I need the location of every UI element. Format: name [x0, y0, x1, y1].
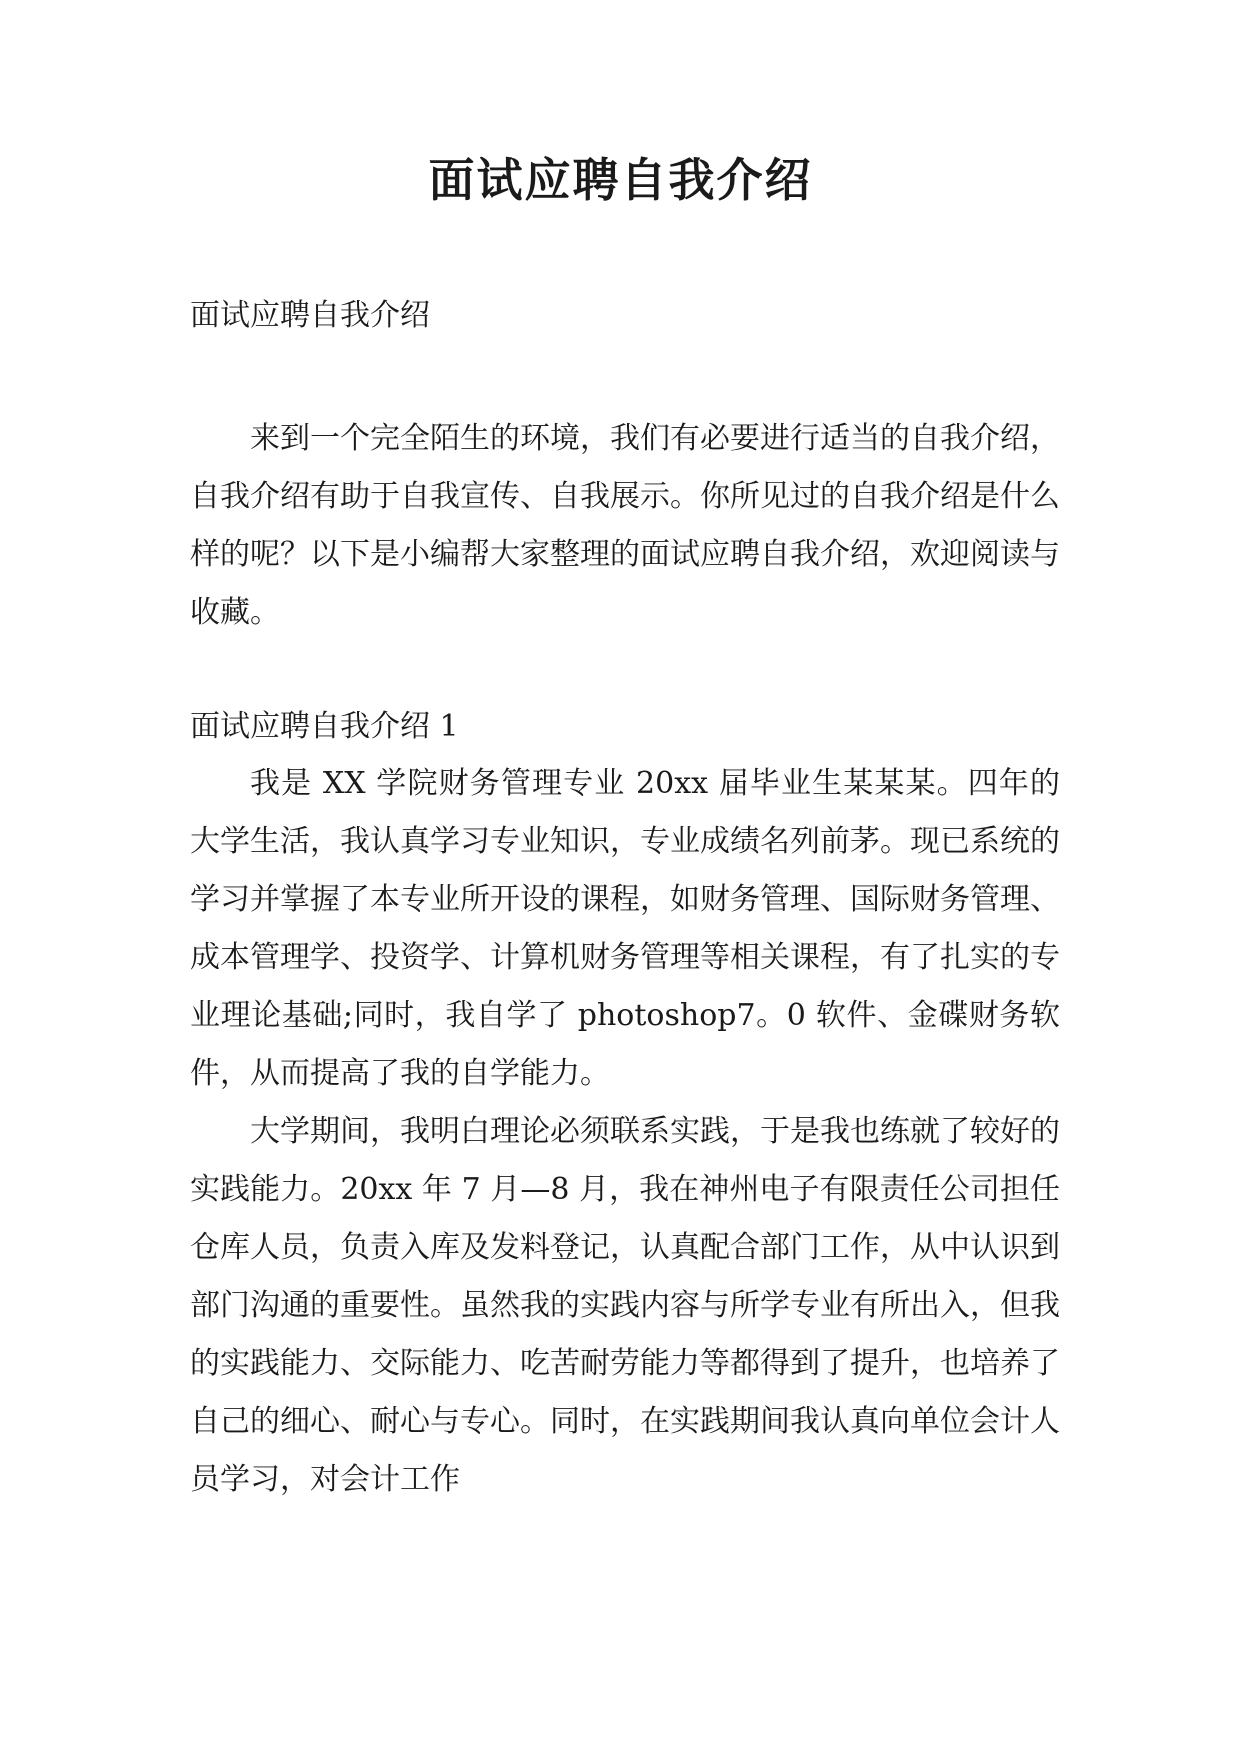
section-body — [190, 755, 1060, 1509]
body-paragraph-2: 大学期间，我明白理论必须联系实践，于是我也练就了较好的实践能力。20xx 年 7 月—8 月，我在神州电子有限责任公司担任仓库人员，负责入库及发料登记，认真配合部门工作，从中认识到部门沟通的重要性。虽然我的实践内容与所学专业有所出入，但我的实践能力、交际能力、吃苦耐劳能力等都得到了提升，也培养了自己的细心、耐心与专心。同时，在实践期间我认真向单位会计人员学习，对会计工作 — [190, 1114, 1060, 1497]
document-title: 面试应聘自我介绍 — [428, 153, 813, 207]
intro-paragraph: 来到一个完全陌生的环境，我们有必要进行适当的自我介绍，自我介绍有助于自我宣传、自我展示。你所见过的自我介绍是什么样的呢？以下是小编帮大家整理的面试应聘自我介绍，欢迎阅读与收藏。 — [190, 421, 1060, 630]
document-subtitle: 面试应聘自我介绍 — [190, 298, 430, 333]
section-heading: 面试应聘自我介绍 1 — [190, 709, 459, 744]
body-paragraph-1: 我是 XX 学院财务管理专业 20xx 届毕业生某某某。四年的大学生活，我认真学习专业知识，专业成绩名列前茅。现已系统的学习并掌握了本专业所开设的课程，如财务管理、国际财务管理、成本管理学、投资学、计算机财务管理等相关课程，有了扎实的专业理论基础;同时，我自学了 photoshop7。0 软件、金碟财务软件，从而提高了我的自学能力。 — [190, 766, 1060, 1091]
